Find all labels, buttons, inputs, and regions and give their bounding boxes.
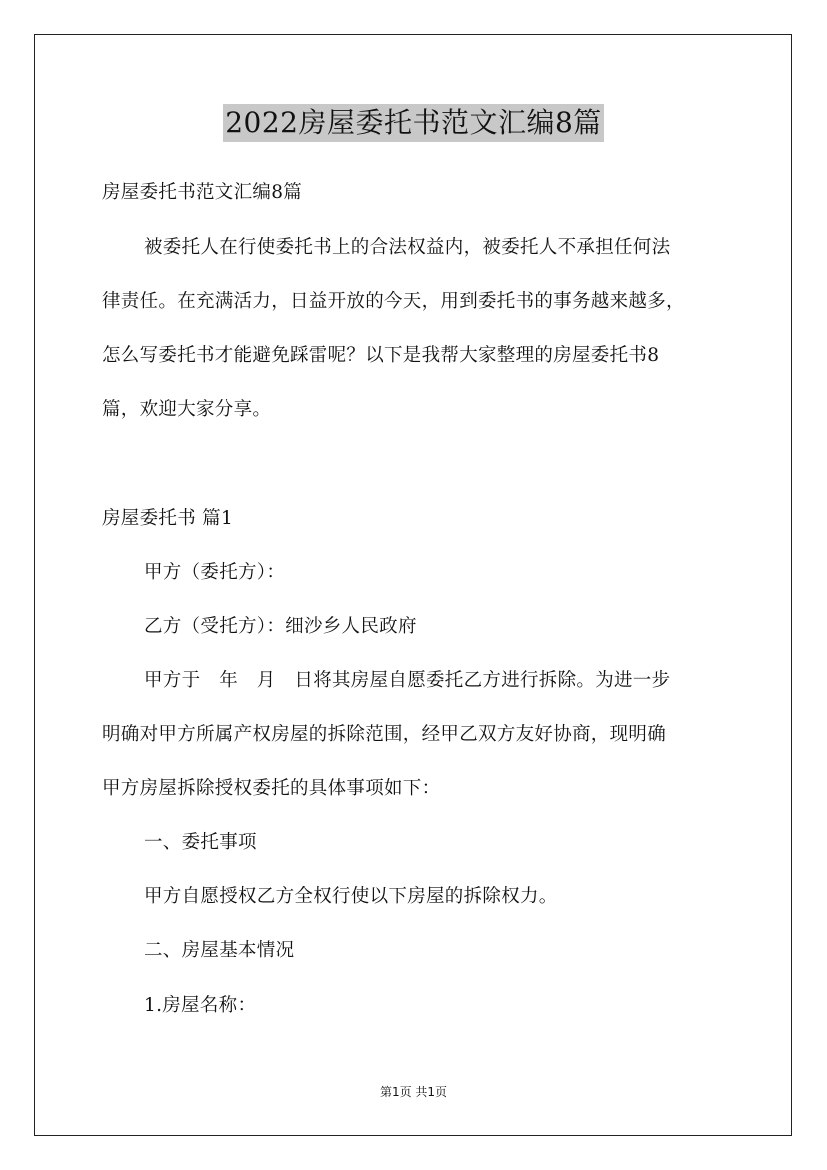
page-number: 第1页 共1页 xyxy=(379,1085,448,1099)
title-container xyxy=(0,104,827,142)
paragraph-line: 怎么写委托书才能避免踩雷呢？以下是我帮大家整理的房屋委托书8 xyxy=(102,345,660,366)
subtitle-line: 房屋委托书范文汇编8篇 xyxy=(102,182,303,203)
party-b-line: 乙方（受托方）：细沙乡人民政府 xyxy=(144,616,417,637)
paragraph-line: 甲方房屋拆除授权委托的具体事项如下： xyxy=(102,778,441,799)
list-item: 1.房屋名称： xyxy=(144,995,257,1016)
paragraph-line: 明确对甲方所属产权房屋的拆除范围，经甲乙双方友好协商，现明确 xyxy=(102,724,667,745)
section-heading: 房屋委托书 篇1 xyxy=(102,508,234,529)
paragraph-line: 律责任。在充满活力，日益开放的今天，用到委托书的事务越来越多， xyxy=(102,291,685,312)
clause-heading: 一、委托事项 xyxy=(144,832,257,853)
paragraph-line: 篇，欢迎大家分享。 xyxy=(102,399,272,420)
party-a-line: 甲方（委托方）： xyxy=(144,562,286,583)
paragraph-line: 甲方自愿授权乙方全权行使以下房屋的拆除权力。 xyxy=(144,886,558,907)
paragraph-line: 被委托人在行使委托书上的合法权益内，被委托人不承担任何法 xyxy=(144,237,671,258)
clause-heading: 二、房屋基本情况 xyxy=(144,940,295,961)
paragraph-line: 甲方于 年 月 日将其房屋自愿委托乙方进行拆除。为进一步 xyxy=(144,670,671,691)
document-title: 2022房屋委托书范文汇编8篇 xyxy=(223,104,604,142)
